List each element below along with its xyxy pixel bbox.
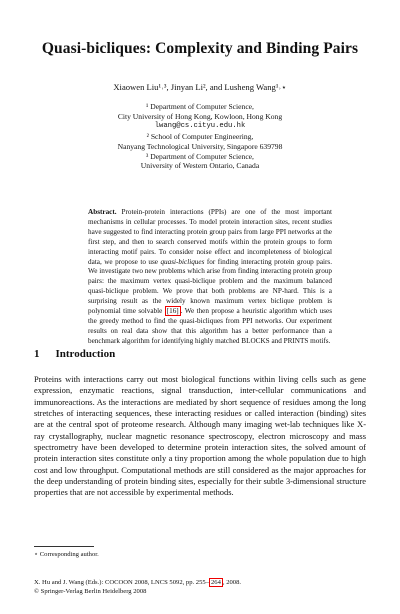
footer-citation-text: X. Hu and J. Wang (Eds.): COCOON 2008, LNCS 5092, pp. 255– bbox=[34, 579, 209, 586]
section-number: 1 bbox=[34, 348, 40, 360]
footer-citation bbox=[34, 578, 241, 587]
affiliation-1-univ: City University of Hong Kong, Kowloon, Hong Kong bbox=[117, 111, 283, 121]
abstract-label: Abstract. bbox=[88, 208, 117, 216]
affiliation-3-univ: University of Western Ontario, Canada bbox=[140, 161, 260, 171]
abstract-text-part-3: . We then propose a heuristic algorithm which uses the greedy method to find the quasi-bicliques from PPI networks. Our experiment results on real data show that this algorithm has a better performance than a benchmark algorithm for identifying highly matched BLOCKS and PRINTS motifs. bbox=[88, 307, 332, 345]
affiliation-1-dept: ¹ Department of Computer Science, bbox=[146, 102, 254, 111]
footer-year: , 2008. bbox=[222, 579, 242, 586]
abstract-italic-term: quasi-bicliques bbox=[160, 257, 205, 266]
affiliation-3-dept: ³ Department of Computer Science, bbox=[146, 151, 254, 161]
section-title: Introduction bbox=[55, 348, 116, 360]
introduction-paragraph: Proteins with interactions carry out most biological functions within living cells such as gene expression, enzymatic reactions, signal transduction, inter-cellular communications and immunoreactions. As the interactions are mediated by short sequence of residues among the long stretches of interacting sequences, these interacting residues or called interaction (binding) sites are at the central spot of proteome research. Although many imaging wet-lab techniques like X-ray crystallography, nuclear magnetic resonance spectroscopy, electron microscopy and mass spectrometry have been developed to determine protein interaction sites, the solved amount of protein interaction sites constitute only a tiny proportion among the whole population due to high cost and low throughput. Computational methods are still considered as the major approaches for the deep understanding of protein binding sites, especially for their subtle 3-dimensional structure properties that are not accessible by experimental methods. bbox=[34, 374, 366, 498]
copyright-line: © Springer-Verlag Berlin Heidelberg 2008 bbox=[34, 588, 147, 595]
abstract-text-part-1: Protein-protein interactions (PPIs) are one of the most important mechanisms in cellular processes. To model protein interaction sites, recent studies have suggested to find interacting protein group pairs from large PPI networks at the first step, and then to search conserved motifs within the protein groups to form interacting motif pairs. To consider noise effect and incompleteness of biological data, we propose to use bbox=[88, 208, 332, 266]
page-end-link[interactable]: 264 bbox=[211, 579, 221, 586]
footnote: ⋆ Corresponding author. bbox=[34, 551, 99, 558]
affiliation-2-univ: Nanyang Technological University, Singapore 639798 bbox=[117, 141, 283, 151]
citation-link[interactable]: [16] bbox=[166, 307, 179, 316]
author-email[interactable]: lwang@cs.cityu.edu.hk bbox=[154, 121, 246, 130]
section-heading bbox=[34, 348, 115, 360]
paper-title: Quasi-bicliques: Complexity and Binding Pairs bbox=[41, 40, 359, 57]
author-list: Xiaowen Liu¹˒³, Jinyan Li², and Lusheng Wang¹˒⋆ bbox=[113, 82, 287, 92]
footnote-rule bbox=[34, 546, 94, 547]
affiliation-2-dept: ² School of Computer Engineering, bbox=[146, 131, 254, 141]
abstract bbox=[88, 208, 332, 347]
abstract-text-part-2: for finding interacting protein group pairs. We investigate two new problems which arise from finding interacting protein group pairs: the maximum vertex quasi-biclique problem and the maximum balanced quasi-biclique problem. We prove that both problems are NP-hard. This is a surprising result as the widely known maximum vertex biclique problem is polynomial time solvable bbox=[88, 257, 332, 316]
affiliations bbox=[0, 102, 400, 171]
page-footer bbox=[34, 578, 241, 596]
